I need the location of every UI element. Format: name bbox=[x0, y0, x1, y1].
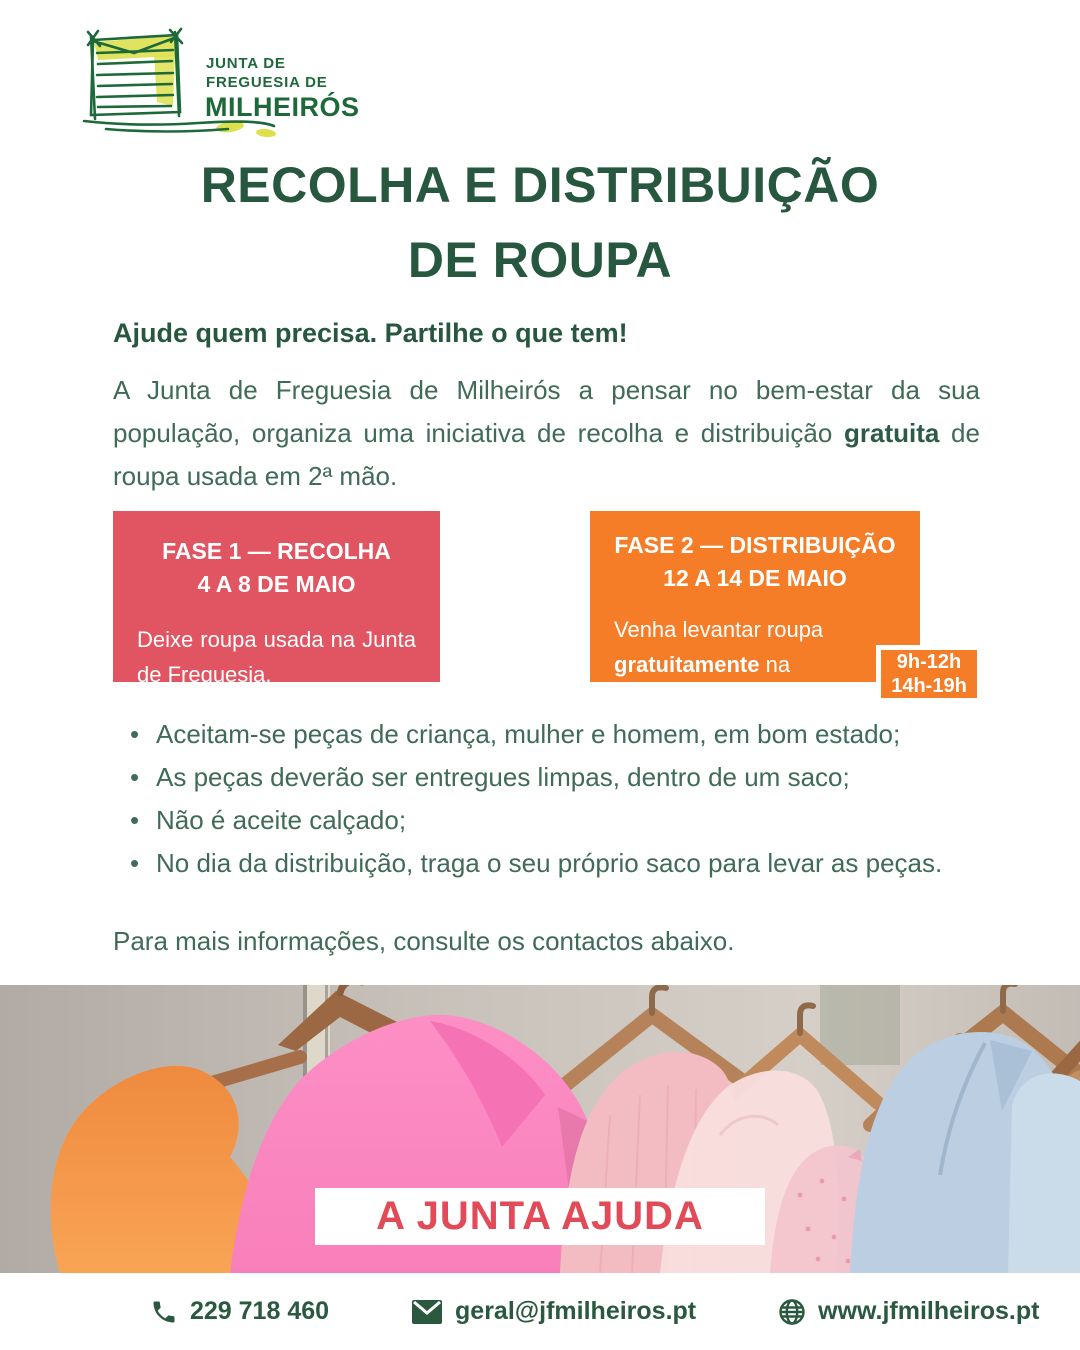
phase1-title-line1: FASE 1 — RECOLHA bbox=[162, 538, 391, 564]
list-item: • Não é aceite calçado; bbox=[128, 802, 980, 839]
logo-text-line1: JUNTA DE bbox=[206, 55, 286, 72]
email-address: geral@jfmilheiros.pt bbox=[455, 1297, 697, 1325]
banner bbox=[315, 1188, 765, 1245]
phase2-body bbox=[614, 612, 866, 718]
phone-number: 229 718 460 bbox=[190, 1297, 330, 1325]
phase2-text-bold: gratuitamente bbox=[614, 651, 760, 677]
list-item: • As peças deverão ser entregues limpas, dentro de um saco; bbox=[128, 759, 980, 796]
rules-list bbox=[128, 716, 980, 888]
phase1-title bbox=[113, 535, 440, 602]
intro-text-bold: gratuita bbox=[844, 417, 940, 448]
intro-text: A Junta de Freguesia de Milheirós a pensar no bem-estar da sua população, organiza uma iniciativa de recolha e distribuição bbox=[113, 375, 980, 448]
schedule-afternoon: 14h-19h bbox=[891, 675, 967, 697]
schedule-morning: 9h-12h bbox=[896, 651, 962, 673]
phase1-body: Deixe roupa usada na Junta de Freguesia. bbox=[137, 626, 416, 687]
footer-contacts bbox=[0, 1273, 1080, 1350]
schedule-badge bbox=[876, 645, 982, 703]
phase2-text: Venha levantar roupa bbox=[614, 616, 824, 642]
phase2-title-line2: 12 A 14 DE MAIO bbox=[663, 565, 847, 592]
phone-contact[interactable] bbox=[150, 1297, 329, 1326]
logo-text-line2: FREGUESIA DE bbox=[206, 74, 328, 91]
intro-heading: Ajude quem precisa. Partilhe o que tem! bbox=[113, 318, 628, 348]
phase2-box bbox=[590, 511, 967, 713]
page-title-line2: DE ROUPA bbox=[407, 232, 673, 288]
globe-icon bbox=[778, 1298, 806, 1326]
phase2-text-after: na Escolinha do Cruzeiro. bbox=[614, 651, 836, 713]
website-url: www.jfmilheiros.pt bbox=[818, 1297, 1040, 1325]
logo-building-sketch bbox=[78, 26, 398, 148]
envelope-icon bbox=[411, 1299, 443, 1325]
phase2-title bbox=[590, 529, 920, 596]
page-title-line1: RECOLHA E DISTRIBUIÇÃO bbox=[200, 157, 880, 213]
email-contact[interactable] bbox=[411, 1297, 696, 1326]
website-contact[interactable] bbox=[778, 1297, 1039, 1326]
list-item: • Aceitam-se peças de criança, mulher e homem, em bom estado; bbox=[128, 716, 980, 753]
intro-paragraph bbox=[113, 369, 980, 498]
phone-icon bbox=[150, 1298, 178, 1326]
banner-label: A JUNTA AJUDA bbox=[376, 1194, 704, 1238]
intro-text-after: de roupa usada em 2ª mão. bbox=[113, 417, 980, 491]
phase1-box bbox=[113, 511, 440, 687]
phase1-title-line2: 4 A 8 DE MAIO bbox=[197, 571, 356, 598]
list-item: • No dia da distribuição, traga o seu próprio saco para levar as peças. bbox=[128, 845, 980, 882]
logo-text-line3: MILHEIRÓS bbox=[205, 92, 360, 122]
page-title bbox=[0, 148, 1080, 298]
logo bbox=[78, 26, 398, 148]
intro-section bbox=[113, 318, 980, 498]
phase2-title-line1: FASE 2 — DISTRIBUIÇÃO bbox=[614, 532, 896, 558]
contact-note: Para mais informações, consulte os contactos abaixo. bbox=[113, 926, 735, 956]
